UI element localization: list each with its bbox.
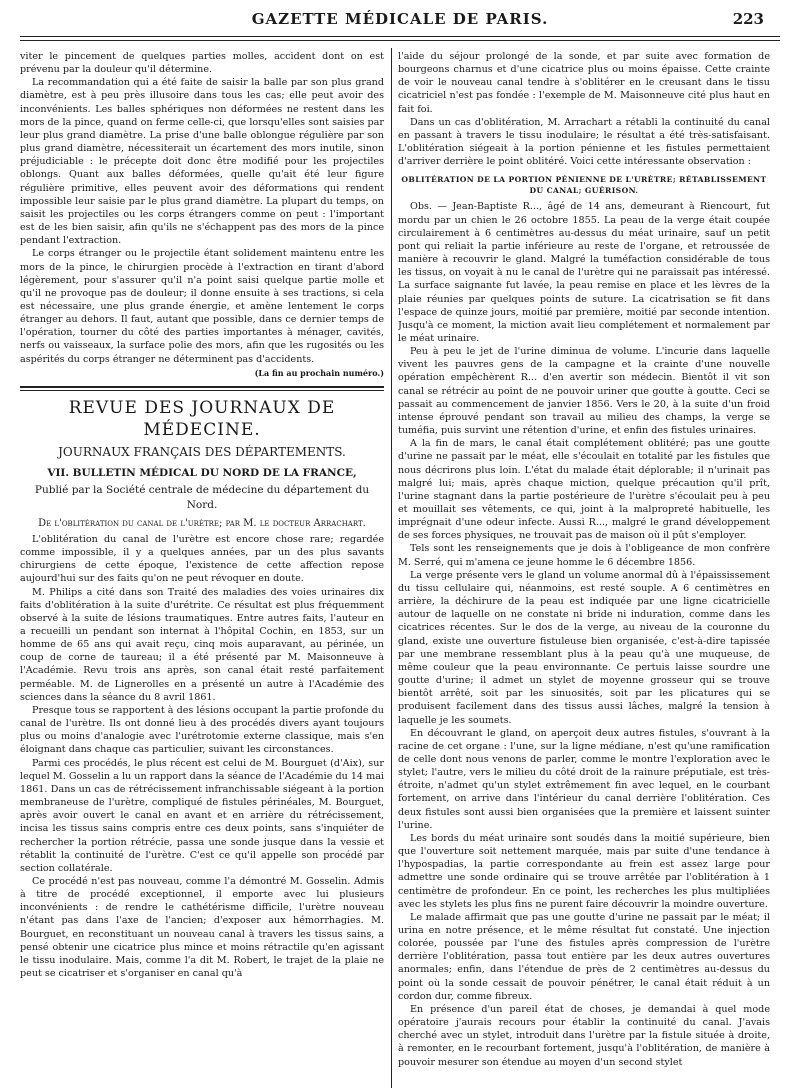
paragraph: Presque tous se rapportent à des lésions occupant la partie profonde du canal de l'urètre. Ils ont donné lieu à des procédés divers ayant toujours plus ou moins d'analogie avec l'urétrotomie externe classique, mais s'en éloignant dans chaque cas particulier, suivant les circonstances. [20, 704, 384, 756]
paragraph: La verge présente vers le gland un volume anormal dû à l'épaississement du tissu cellulaire qui, néanmoins, est resté souple. A 6 centimètres en arrière, la déchirure de la peau est indiquée par une ligne cicatricielle autour de laquelle on ne constate ni bride ni induration, comme dans les cicatrices récentes. Sur le dos de la verge, au niveau de la couronne du gland, existe une ouverture fistuleuse bien organisée, c'est-à-dire tapissée par une membrane ressemblant plus à la peau qu'à une muqueuse, de même couleur que la peau environnante. Ce pertuis laisse sourdre une goutte d'urine; il admet un stylet de moyenne grosseur qui se trouve bientôt arrêté, soit par les sinuosités, soit par les plicatures qui se produisent facilement dans des tissus aussi lâches, malgré la tension à laquelle je les soumets. [398, 569, 770, 726]
right-column [398, 50, 770, 1086]
paragraph: Le malade affirmait que pas une goutte d'urine ne passait par le méat; il urina en notre présence, et le même résultat fut constaté. Une injection colorée, poussée par l'une des fistules après compression de l'urètre derrière l'oblitération, passa tout entière par les deux autres ouvertures anormales; enfin, dans l'étendue de près de 2 centimètres au-dessus du point où la sonde cessait de pouvoir pénétrer, le canal était réduit à un cordon dur, comme fibreux. [398, 911, 770, 1002]
subsection-title: JOURNAUX FRANÇAIS DES DÉPARTEMENTS. [58, 444, 346, 459]
observation-heading: OBLITÉRATION DE LA PORTION PÉNIENNE DE L'URÈTRE; RÉTABLISSEMENT DU CANAL; GUÉRISON. [401, 175, 767, 196]
left-column [20, 50, 384, 1086]
paragraph: M. Philips a cité dans son Traité des maladies des voies urinaires dix faits d'oblitération à la suite d'urétrite. Ce résultat est plus fréquemment observé à la suite de lésions traumatiques. Entre autres faits, l'auteur en a recueilli un pendant son internat à l'hôpital Cochin, en 1853, sur un homme de 65 ans qui avait reçu, cinq mois auparavant, au périnée, un coup de corne de taureau; il a été présenté par M. Maisonneuve à l'Académie. Revu trois ans après, son canal était resté parfaitement perméable. M. de Lignerolles en a présenté un autre à l'Académie des sciences dans la séance du 8 avril 1861. [20, 586, 384, 703]
paragraph: La recommandation qui a été faite de saisir la balle par son plus grand diamètre, est à peu près illusoire dans tous les cas; elle peut avoir des inconvénients. Les balles sphériques non déformées ne restent dans les mors de la pince, quand on ferme celle-ci, que lorsqu'elles sont saisies par leur plus grand diamètre. La prise d'une balle oblongue régulière par son plus grand diamètre, nécessiterait un écartement des mors inutile, sinon préjudiciable : le précepte doit donc être modifié pour les projectiles oblongs. Quant aux balles déformées, quelle qu'ait été leur figure régulière primitive, elles peuvent avoir des déformations qui rendent impossible leur saisie par le plus grand diamètre. La plupart du temps, on saisit les projectiles ou les corps étrangers comme on peut : l'important est de les bien saisir, afin qu'ils ne s'échappent pas des mors de la pince pendant l'extraction. [20, 77, 384, 247]
page-number: 223 [732, 10, 764, 28]
article-title: De l'oblitération du canal de l'urètre; par M. le docteur Arrachart. [38, 517, 366, 529]
section-rule-thin [20, 390, 384, 391]
paragraph: Dans un cas d'oblitération, M. Arrachart a rétabli la continuité du canal en passant à travers le tissu inodulaire; le résultat a été très-satisfaisant. L'oblitération siégeait à la portion pénienne et les fistules permettaient d'arriver derrière le point oblitéré. Voici cette intéressante observation : [398, 116, 770, 168]
journal-title: GAZETTE MÉDICALE DE PARIS. [251, 10, 549, 28]
paragraph: En découvrant le gland, on aperçoit deux autres fistules, s'ouvrant à la racine de cet organe : l'une, sur la ligne médiane, n'est qu'une ramification de celle dont nous venons de parler, comme le montre l'exploration avec le stylet; l'autre, vers le milieu du côté droit de la rainure préputiale, est très-étroite, n'admet qu'un stylet extrêmement fin avec lequel, en le courbant fortement, on arrive dans l'intérieur du canal derrière l'oblitération. Ces deux fistules sont aussi bien organisées que la première et laissent suinter l'urine. [398, 727, 770, 831]
paragraph: Tels sont les renseignements que je dois à l'obligeance de mon confrère M. Serré, qui m'amena ce jeune homme le 6 décembre 1856. [398, 543, 770, 568]
paragraph: L'oblitération du canal de l'urètre est encore chose rare; regardée comme impossible, il y a quelques années, par un des plus savants chirurgiens de cette époque, l'existence de cette affection repose aujourd'hui sur des faits qu'on ne peut révoquer en doute. [20, 533, 384, 585]
paragraph: A la fin de mars, le canal était complétement oblitéré; pas une goutte d'urine ne passait par le méat, elle s'écoulait en totalité par les fistules que nous décrirons plus loin. L'état du malade était déplorable; il n'urinait pas malgré lui; mais, après chaque miction, quelque précaution qu'il prît, l'urine stagnant dans la partie postérieure de l'urètre s'écoulait peu à peu et mouillait ses vêtements, ce qui, joint à la malpropreté habituelle, les imprégnait d'une odeur infecte. Aussi R..., malgré le grand développement de ses forces physiques, ne trouvait pas de maison où il pût s'employer. [398, 438, 770, 542]
publisher-line: Publié par la Société centrale de médecine du département du Nord. [34, 483, 370, 511]
paragraph: Peu à peu le jet de l'urine diminua de volume. L'incurie dans laquelle vivent les pauvres gens de la campagne et la crainte d'une nouvelle opération empêchèrent R... d'en avertir son médecin. Bientôt il vit son canal se rétrécir au point de ne pouvoir uriner que goutte à goutte. Ceci se passait au commencement de janvier 1856. Vers le 20, à la suite d'un froid intense éprouvé pendant son travail au milieu des champs, la verge se tuméfia, puis survint une rétention d'urine, et enfin des fistules urinaires. [398, 346, 770, 437]
section-title: REVUE DES JOURNAUX DE MÉDECINE. [68, 397, 336, 440]
paragraph: l'aide du séjour prolongé de la sonde, et par suite avec formation de bourgeons charnus et d'une cicatrice plus ou moins épaisse. Cette crainte de voir le nouveau canal tendre à s'oblitérer en le creusant dans le tissu cicatriciel n'est pas fondée : l'exemple de M. Maisonneuve cité plus haut en fait foi. [398, 51, 770, 115]
paragraph: En présence d'un pareil état de choses, je demandai à quel mode opératoire j'aurais recours pour établir la continuité du canal. J'avais cherché avec un stylet, introduit dans l'urètre par la fistule située à droite, à remonter, en le recourbant fortement, jusqu'à l'oblitération, de manière à pouvoir mesurer son étendue au moyen d'un second stylet [398, 1003, 770, 1068]
column-divider [391, 48, 392, 1088]
paragraph: Parmi ces procédés, le plus récent est celui de M. Bourguet (d'Aix), sur lequel M. Gosselin a lu un rapport dans la séance de l'Académie du 14 mai 1861. Dans un cas de rétrécissement infranchissable siégeant à la portion membraneuse de l'urètre, compliqué de fistules périnéales, M. Bourguet, après avoir ouvert le canal en avant et en arrière du rétrécissement, incisa les tissus sains compris entre ces deux points, sans s'inquiéter de rechercher la portion rétrécie, passa une sonde jusque dans la vessie et rétablit la continuité de l'urètre. C'est ce qu'il appelle son procédé par section collatérale. [20, 757, 384, 874]
header-rule-bottom [20, 40, 780, 41]
bulletin-title: VII. BULLETIN MÉDICAL DU NORD DE LA FRANCE, [47, 466, 357, 479]
paragraph: Ce procédé n'est pas nouveau, comme l'a démontré M. Gosselin. Admis à titre de procédé exceptionnel, il emporte avec lui plusieurs inconvénients : de rendre le cathétérisme difficile, l'urètre nouveau n'étant pas dans l'axe de l'ancien; d'exposer aux hémorrhagies. M. Bourguet, en reconstituant un nouveau canal à travers les tissus sains, a pensé obtenir une cicatrice plus mince et moins rétractile qu'en agissant le tissu inodulaire. Mais, comme l'a dit M. Robert, le trajet de la plaie ne peut se cicatriser et s'organiser en canal qu'à [20, 875, 384, 980]
paragraph: Les bords du méat urinaire sont soudés dans la moitié supérieure, bien que l'ouverture soit nettement marquée, mais par suite d'une tendance à l'hypospadias, la partie correspondante au frein est assez large pour admettre une sonde ordinaire qui se trouve arrêtée par l'oblitération à 1 centimètre de profondeur. En ce point, les recherches les plus multipliées avec les stylets les plus fins ne purent faire découvrir la moindre ouverture. [398, 832, 770, 910]
paragraph: Obs. — Jean-Baptiste R..., âgé de 14 ans, demeurant à Riencourt, fut mordu par un chien le 26 octobre 1855. La peau de la verge était coupée circulairement à 6 centimètres au-dessus du méat urinaire, sauf un petit pont qui reliait la partie inférieure au reste de l'organe, et retroussée de manière à recouvrir le gland. Malgré la tuméfaction considérable de tous les tissus, on voyait à nu le canal de l'urètre qui ne paraissait pas intéressé. La surface saignante fut lavée, la peau remise en place et les lèvres de la plaie réunies par quelques points de suture. La cicatrisation se fit dans l'espace de quinze jours, moitié par première, moitié par seconde intention. Jusqu'à ce moment, la miction avait lieu complétement et normalement par le méat urinaire. [398, 201, 770, 344]
paragraph: viter le pincement de quelques parties molles, accident dont on est prévenu par la douleur qu'il détermine. [20, 51, 384, 76]
section-rule-thick [20, 386, 384, 388]
page-header [0, 0, 800, 44]
paragraph: Le corps étranger ou le projectile étant solidement maintenu entre les mors de la pince, le chirurgien procède à l'extraction en tirant d'abord légèrement, pour s'assurer qu'il n'a point saisi quelque partie molle et qu'il ne provoque pas de douleur; il donne ensuite à ses tractions, si cela est nécessaire, une plus grande énergie, et amène lentement le corps étranger au dehors. Il faut, autant que possible, dans ce dernier temps de l'opération, tourner du côté des parties importantes à ménager, cavités, nerfs ou vaisseaux, la surface polie des mors, afin que les rugosités ou les aspérités du corps étranger ne déterminent pas d'accidents. [20, 248, 384, 365]
continued-note: (La fin au prochain numéro.) [254, 367, 384, 378]
header-rule-top [20, 36, 780, 37]
